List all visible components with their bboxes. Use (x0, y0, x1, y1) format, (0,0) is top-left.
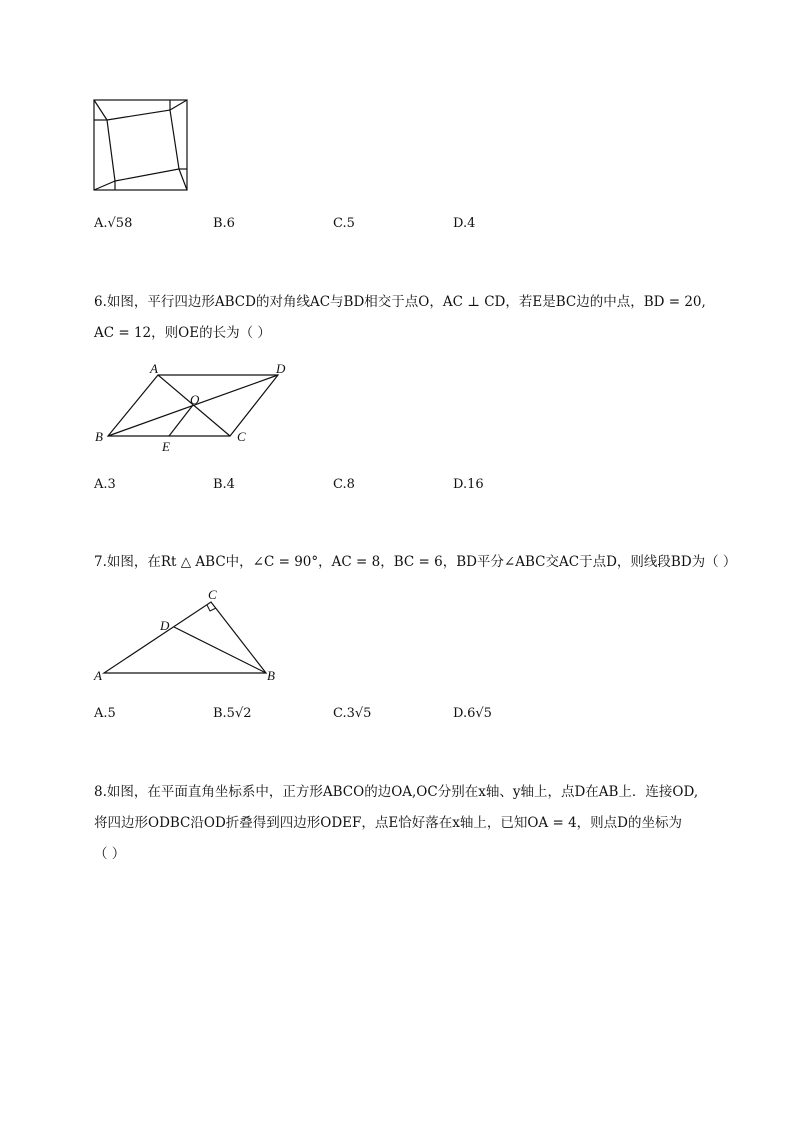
q7-option-a[interactable]: A.5 (94, 706, 116, 721)
q5-option-a[interactable]: A.√58 (94, 216, 133, 231)
q8-stem-line3: （ ） (94, 846, 126, 862)
label-o: O (190, 392, 200, 407)
q6-option-d[interactable]: D.16 (453, 477, 484, 492)
q6-option-a[interactable]: A.3 (94, 477, 116, 492)
q8-stem-line1: 8.如图，在平面直角坐标系中，正方形ABCO的边OA,OC分别在x轴、y轴上，点D在AB上．连接OD, (94, 784, 699, 800)
label-e: E (162, 439, 170, 454)
label-d: D (276, 361, 286, 376)
q7-option-d[interactable]: D.6√5 (453, 706, 492, 721)
q5-option-b[interactable]: B.6 (213, 216, 235, 231)
label-b: B (267, 668, 275, 683)
label-a: A (94, 668, 102, 683)
label-c: C (237, 429, 246, 444)
q6-option-b[interactable]: B.4 (213, 477, 235, 492)
q7-right-triangle-figure (90, 585, 290, 685)
q5-option-c[interactable]: C.5 (333, 216, 355, 231)
bisector-bd (174, 627, 266, 673)
segment (94, 181, 115, 190)
label-b: B (95, 429, 103, 444)
q7-option-b[interactable]: B.5√2 (213, 706, 252, 721)
inner-square (107, 110, 179, 181)
q5-option-d[interactable]: D.4 (453, 216, 476, 231)
label-a: A (150, 361, 158, 376)
q7-stem-line1: 7.如图，在Rt △ ABC中，∠C = 90°，AC = 8，BC = 6，BD平分∠ABC交AC于点D，则线段BD为（ ） (94, 554, 737, 570)
label-c: C (208, 587, 217, 602)
q6-option-c[interactable]: C.8 (333, 477, 355, 492)
triangle-abc (104, 602, 266, 673)
q6-stem-line1: 6.如图，平行四边形ABCD的对角线AC与BD相交于点O，AC ⊥ CD，若E是BC边的中点，BD = 20, (94, 294, 706, 310)
q6-stem-line2: AC = 12，则OE的长为（ ） (94, 325, 271, 341)
segment (179, 169, 187, 190)
q5-square-figure (90, 96, 194, 196)
segment (94, 100, 107, 120)
q6-parallelogram-figure (90, 358, 300, 458)
q7-option-c[interactable]: C.3√5 (333, 706, 372, 721)
label-d: D (160, 618, 170, 633)
segment (170, 100, 187, 110)
q8-stem-line2: 将四边形ODBC沿OD折叠得到四边形ODEF，点E恰好落在x轴上，已知OA = 4，则点D的坐标为 (94, 815, 682, 831)
